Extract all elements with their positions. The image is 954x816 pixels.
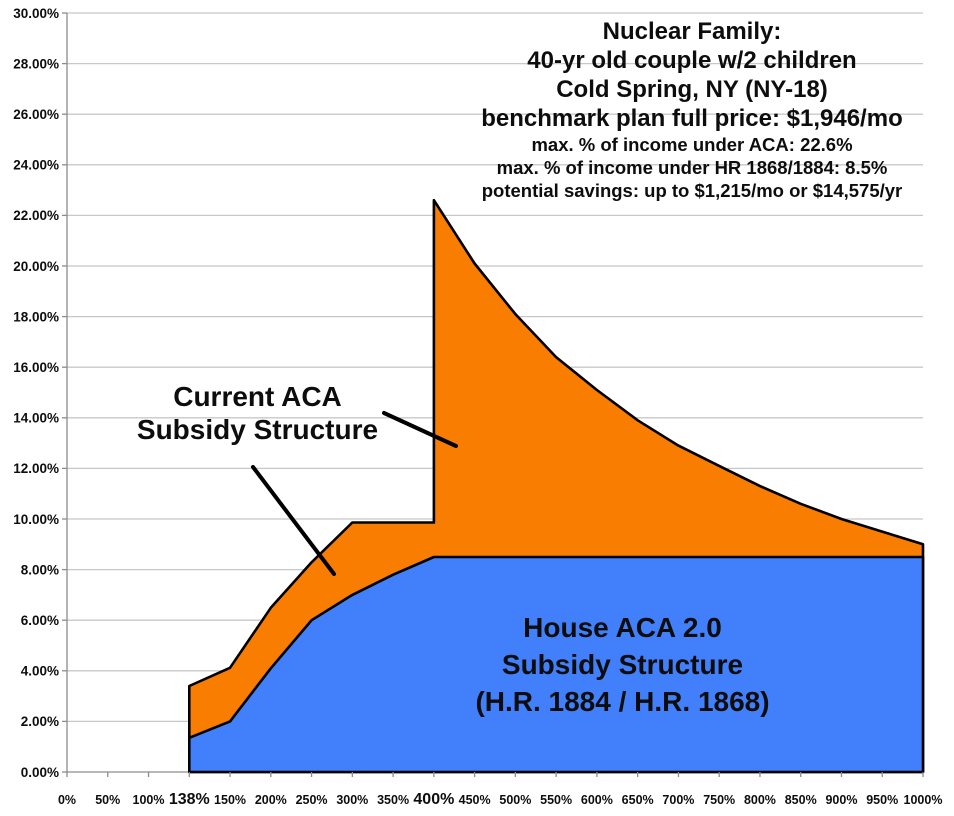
x-tick-label: 200% bbox=[254, 793, 287, 807]
x-tick-label: 300% bbox=[336, 793, 369, 807]
x-tick-label: 900% bbox=[825, 793, 858, 807]
y-tick-label: 6.00% bbox=[20, 613, 59, 628]
aca-series-label bbox=[75, 380, 440, 446]
x-tick-label: 450% bbox=[458, 793, 491, 807]
x-tick-label: 400% bbox=[413, 791, 455, 808]
y-tick-label: 28.00% bbox=[13, 56, 59, 72]
annotation-line-2: 40-yr old couple w/2 children bbox=[527, 47, 857, 74]
y-tick-label: 12.00% bbox=[13, 461, 59, 477]
y-tick-label: 0.00% bbox=[20, 764, 59, 780]
house-series-label-line-2: Subsidy Structure bbox=[501, 649, 744, 680]
x-tick-label: 100% bbox=[132, 793, 165, 807]
x-tick-label: 650% bbox=[621, 793, 654, 807]
y-tick-label: 22.00% bbox=[13, 208, 59, 224]
house-series-label bbox=[420, 609, 825, 720]
house-series-label-line-1: House ACA 2.0 bbox=[523, 612, 722, 643]
x-tick-label: 0% bbox=[57, 793, 77, 807]
y-tick-label: 10.00% bbox=[13, 511, 59, 527]
annotation-line-5: max. % of income under ACA: 22.6% bbox=[531, 134, 853, 155]
house-series-label-line-3: (H.R. 1884 / H.R. 1868) bbox=[475, 686, 770, 717]
y-tick-label: 2.00% bbox=[20, 714, 59, 730]
annotation-line-4: benchmark plan full price: $1,946/mo bbox=[481, 105, 903, 132]
aca-callout-line-lower bbox=[253, 467, 334, 574]
x-tick-label: 1000% bbox=[903, 793, 943, 807]
annotation-line-7: potential savings: up to $1,215/mo or $14,575/yr bbox=[481, 180, 903, 201]
x-tick-label: 800% bbox=[743, 793, 776, 807]
aca-series-label-line-2: Subsidy Structure bbox=[136, 414, 379, 445]
y-tick-label: 4.00% bbox=[20, 663, 59, 679]
chart-annotation bbox=[438, 17, 946, 202]
x-tick-label: 150% bbox=[214, 793, 247, 807]
x-tick-label: 950% bbox=[866, 793, 899, 807]
annotation-line-1: Nuclear Family: bbox=[602, 18, 782, 45]
x-tick-label: 250% bbox=[295, 793, 328, 807]
x-tick-label: 50% bbox=[95, 793, 121, 807]
annotation-line-6: max. % of income under HR 1868/1884: 8.5% bbox=[496, 157, 888, 178]
x-tick-label: 550% bbox=[540, 793, 573, 807]
y-tick-label: 26.00% bbox=[13, 107, 59, 122]
y-tick-label: 14.00% bbox=[13, 410, 59, 426]
y-tick-label: 18.00% bbox=[13, 309, 59, 325]
y-tick-label: 20.00% bbox=[13, 258, 59, 274]
aca-series-label-line-1: Current ACA bbox=[173, 381, 342, 412]
x-tick-label: 138% bbox=[168, 791, 210, 808]
x-tick-label: 600% bbox=[580, 793, 613, 807]
x-tick-label: 750% bbox=[703, 793, 736, 807]
x-tick-label: 350% bbox=[377, 793, 410, 807]
x-tick-label: 850% bbox=[784, 793, 817, 807]
y-tick-label: 30.00% bbox=[13, 5, 59, 21]
y-tick-label: 16.00% bbox=[13, 360, 59, 375]
y-tick-label: 8.00% bbox=[20, 562, 59, 578]
x-tick-label: 700% bbox=[662, 793, 695, 807]
x-tick-label: 500% bbox=[499, 793, 532, 807]
annotation-line-3: Cold Spring, NY (NY-18) bbox=[556, 76, 828, 103]
y-tick-label: 24.00% bbox=[13, 157, 59, 173]
